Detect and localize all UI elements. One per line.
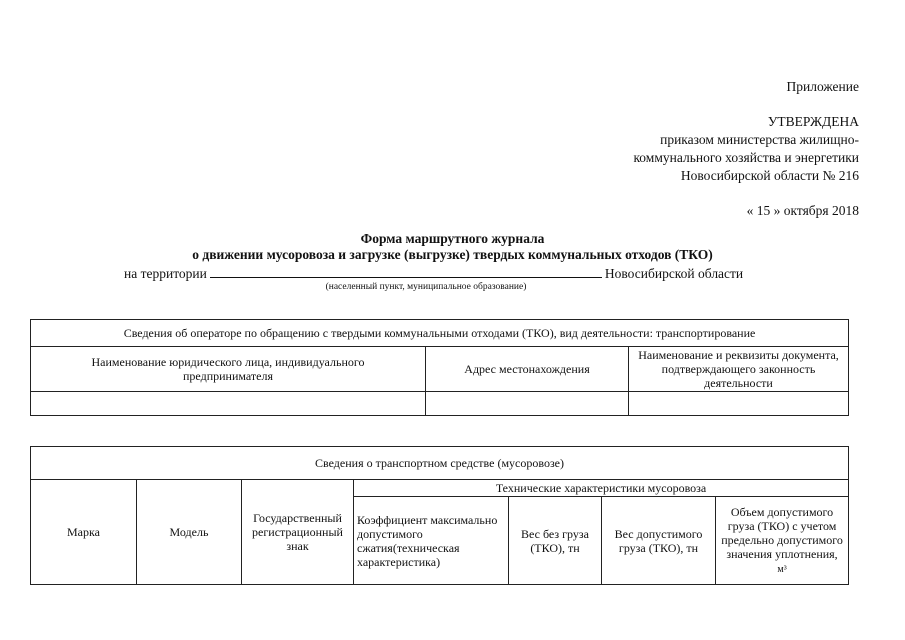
- vehicle-caption: Сведения о транспортном средстве (мусоровозе): [31, 447, 849, 480]
- operator-cell-document: [629, 392, 849, 416]
- territory-suffix: Новосибирской области: [604, 266, 744, 281]
- territory-line: [124, 263, 743, 282]
- vehicle-table: [30, 446, 849, 585]
- appendix-label: Приложение: [786, 79, 859, 94]
- order-line-3: Новосибирской области № 216: [680, 168, 859, 183]
- territory-blank: [210, 263, 602, 278]
- vehicle-col-brand: Марка: [31, 480, 137, 585]
- operator-cell-address: [426, 392, 629, 416]
- operator-col-address: Адрес местонахождения: [426, 347, 629, 392]
- operator-col-document: Наименование и реквизиты документа, подтверждающего законность деятельности: [629, 347, 849, 392]
- form-subtitle: о движении мусоровоза и загрузке (выгрузке) твердых коммунальных отходов (ТКО): [192, 247, 713, 262]
- vehicle-col-model: Модель: [137, 480, 242, 585]
- tech-caption: Технические характеристики мусоровоза: [354, 480, 849, 497]
- territory-prefix: на территории: [124, 266, 207, 281]
- vehicle-col-coef: Коэффициент максимально допустимого сжатия(техническая характеристика): [354, 497, 509, 585]
- order-line-2: коммунального хозяйства и энергетики: [633, 150, 859, 165]
- order-line-1: приказом министерства жилищно-: [660, 132, 859, 147]
- vehicle-col-weight: Вес без груза (ТКО), тн: [509, 497, 602, 585]
- vehicle-col-allowed: Вес допустимого груза (ТКО), тн: [602, 497, 716, 585]
- operator-table: [30, 319, 849, 416]
- operator-cell-name: [31, 392, 426, 416]
- territory-hint: (населенный пункт, муниципальное образование): [325, 282, 527, 292]
- form-title: Форма маршрутного журнала: [360, 231, 545, 246]
- vehicle-col-volume-unit: м³: [777, 563, 787, 575]
- operator-caption: Сведения об операторе по обращению с твердыми коммунальными отходами (ТКО), вид деятельности: транспортирование: [31, 320, 849, 347]
- order-date: « 15 » октября 2018: [746, 203, 859, 218]
- vehicle-col-reg: Государственный регистрационный знак: [242, 480, 354, 585]
- vehicle-col-volume: [716, 497, 849, 585]
- operator-col-name: Наименование юридического лица, индивидуального предпринимателя: [31, 347, 426, 392]
- approved-label: УТВЕРЖДЕНА: [767, 114, 859, 129]
- vehicle-col-volume-text: Объем допустимого груза (ТКО) с учетом предельно допустимого значения уплотнения,: [721, 504, 843, 561]
